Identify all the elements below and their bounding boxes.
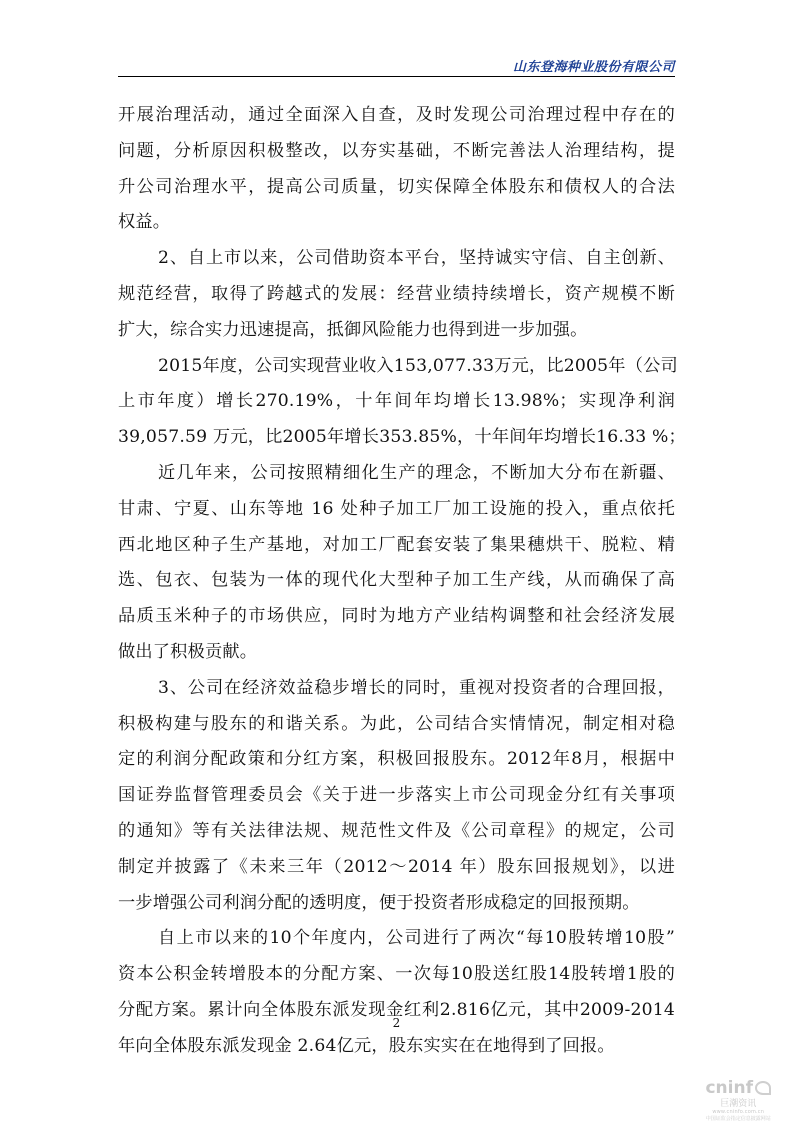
- paragraph-p6: [118, 921, 675, 1064]
- paragraph-line: 自上市以来的10个年度内，公司进行了两次“每10股转增10股”: [158, 928, 675, 949]
- paragraph-line: 3、公司在经济效益稳步增长的同时，重视对投资者的合理回报，: [158, 677, 675, 698]
- paragraph-line: 选、包衣、包装为一体的现代化大型种子加工生产线，从而确保了高: [118, 570, 675, 591]
- cninfo-logo: [705, 1078, 771, 1098]
- paragraph-line: 2、自上市以来，公司借助资本平台，坚持诚实守信、自主创新、: [158, 248, 675, 269]
- page-number: 2: [392, 1016, 401, 1030]
- paragraph-line: 上市年度）增长270.19%，十年间年均增长13.98%；实现净利润: [118, 391, 675, 412]
- paragraph-line: 问题，分析原因积极整改，以夯实基础，不断完善法人治理结构，提: [118, 140, 675, 161]
- paragraph-line: 升公司治理水平，提高公司质量，切实保障全体股东和债权人的合法: [118, 176, 675, 197]
- paragraph-line: 甘肃、宁夏、山东等地 16 处种子加工厂加工设施的投入，重点依托: [118, 498, 675, 519]
- paragraph-line: 积极构建与股东的和谐关系。为此，公司结合实情情况，制定相对稳: [118, 713, 675, 734]
- cninfo-watermark: [705, 1078, 771, 1122]
- paragraph-line: 制定并披露了《未来三年（2012～2014 年）股东回报规划》，以进: [118, 856, 675, 877]
- cninfo-name: 巨潮资讯: [720, 1099, 757, 1109]
- paragraph-line: 国证券监督管理委员会《关于进一步落实上市公司现金分红有关事项: [118, 785, 675, 806]
- paragraph-line: 权益。: [118, 212, 171, 233]
- paragraph-p4: [118, 456, 675, 671]
- paragraph-line: 做出了积极贡献。: [118, 641, 258, 662]
- paragraph-line: 品质玉米种子的市场供应，同时为地方产业结构调整和社会经济发展: [118, 606, 675, 627]
- paragraph-line: 定的利润分配政策和分红方案，积极回报股东。2012年8月，根据中: [118, 749, 675, 770]
- swirl-icon: [755, 1081, 771, 1095]
- paragraph-line: 年向全体股东派发现金 2.64亿元，股东实实在在地得到了回报。: [118, 1035, 615, 1056]
- cninfo-subtitle: 中国证监会指定信息披露网站: [705, 1116, 771, 1122]
- paragraph-p1: [118, 98, 675, 241]
- paragraph-line: 规范经营，取得了跨越式的发展：经营业绩持续增长，资产规模不断: [118, 283, 675, 304]
- cninfo-logo-text: cninf: [705, 1078, 753, 1098]
- paragraph-line: 2015年度，公司实现营业收入153,077.33万元，比2005年（公司: [158, 355, 678, 376]
- company-name-header: 山东登海种业股份有限公司: [512, 60, 675, 75]
- paragraph-line: 资本公积金转增股本的分配方案、一次每10股送红股14股转增1股的: [118, 964, 675, 985]
- cninfo-url: www.cninfo.com.cn: [712, 1109, 765, 1115]
- paragraph-line: 扩大，综合实力迅速提高，抵御风险能力也得到进一步加强。: [118, 319, 588, 340]
- paragraph-line: 西北地区种子生产基地，对加工厂配套安装了集果穗烘干、脱粒、精: [118, 534, 675, 555]
- document-body: [118, 98, 686, 1065]
- paragraph-line: 一步增强公司利润分配的透明度，便于投资者形成稳定的回报预期。: [118, 892, 640, 913]
- paragraph-line: 分配方案。累计向全体股东派发现金红利2.816亿元，其中2009-2014: [118, 999, 675, 1020]
- paragraph-line: 开展治理活动，通过全面深入自查，及时发现公司治理过程中存在的: [118, 105, 675, 125]
- paragraph-p2: [118, 241, 675, 348]
- paragraph-p5: [118, 671, 675, 922]
- paragraph-p3: [118, 349, 686, 456]
- paragraph-line: 39,057.59 万元，比2005年增长353.85%，十年间年均增长16.33 %；: [118, 427, 686, 448]
- header-divider: [118, 76, 675, 77]
- paragraph-line: 的通知》等有关法律法规、规范性文件及《公司章程》的规定，公司: [118, 820, 675, 841]
- paragraph-line: 近几年来，公司按照精细化生产的理念，不断加大分布在新疆、: [158, 462, 675, 483]
